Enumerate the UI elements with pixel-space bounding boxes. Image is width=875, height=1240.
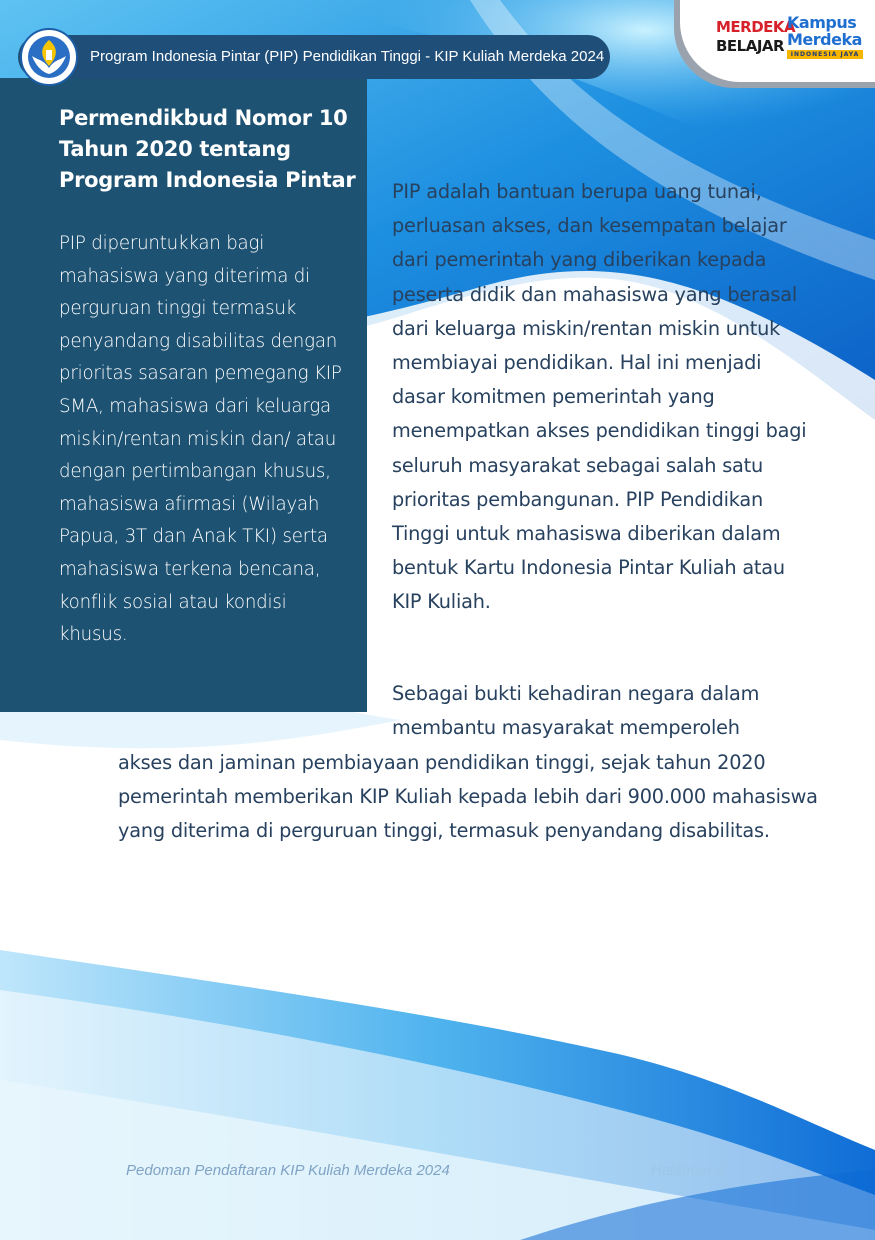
kampus-merdeka-tagline: INDONESIA JAYA	[787, 50, 863, 59]
panel-title: Permendikbud Nomor 10 Tahun 2020 tentang Program Indonesia Pintar	[59, 106, 356, 192]
kampus-merdeka-line2: Merdeka	[787, 30, 862, 49]
footer-page-number: Halaman 4	[651, 1162, 724, 1179]
main-paragraph-1: PIP adalah bantuan berupa uang tunai, perluasan akses, dan kesempatan belajar dari pemerintah yang diberikan kepada peserta didik dan mahasiswa yang berasal dari keluarga miskin/rentan miskin untuk membiayai pendidikan. Hal ini menjadi dasar komitmen pemerintah yang menempatkan akses pendidikan tinggi bagi seluruh masyarakat sebagai salah satu prioritas pembangunan. PIP Pendidikan Tinggi untuk mahasiswa diberikan dalam bentuk Kartu Indonesia Pintar Kuliah atau KIP Kuliah.	[392, 180, 807, 614]
merdeka-belajar-logo	[716, 18, 796, 56]
footer-document-title: Pedoman Pendaftaran KIP Kuliah Merdeka 2024	[126, 1162, 450, 1179]
header-title: Program Indonesia Pintar (PIP) Pendidikan Tinggi - KIP Kuliah Merdeka 2024	[90, 48, 605, 65]
merdeka-belajar-line1: MERDEKA	[716, 18, 796, 36]
main-paragraph-2-start: Sebagai bukti kehadiran negara dalam membantu masyarakat memperoleh	[392, 682, 760, 740]
tut-wuri-handayani-logo-icon	[20, 28, 78, 86]
merdeka-belajar-line2: BELAJAR	[716, 37, 785, 55]
panel-body: PIP diperuntukkan bagi mahasiswa yang diterima di perguruan tinggi termasuk penyandang disabilitas dengan prioritas sasaran pemegang KIP SMA, mahasiswa dari keluarga miskin/rentan miskin dan/ atau dengan pertimbangan khusus, mahasiswa afirmasi (Wilayah Papua, 3T dan Anak TKI) serta mahasiswa terkena bencana, konflik sosial atau kondisi khusus.	[59, 233, 342, 646]
kampus-merdeka-line1: Kampus	[787, 13, 857, 32]
kampus-merdeka-logo	[787, 14, 867, 59]
main-paragraph-2-rest: akses dan jaminan pembiayaan pendidikan tinggi, sejak tahun 2020 pemerintah memberikan KIP Kuliah kepada lebih dari 900.000 mahasiswa yang diterima di perguruan tinggi, termasuk penyandang disabilitas.	[118, 751, 818, 843]
